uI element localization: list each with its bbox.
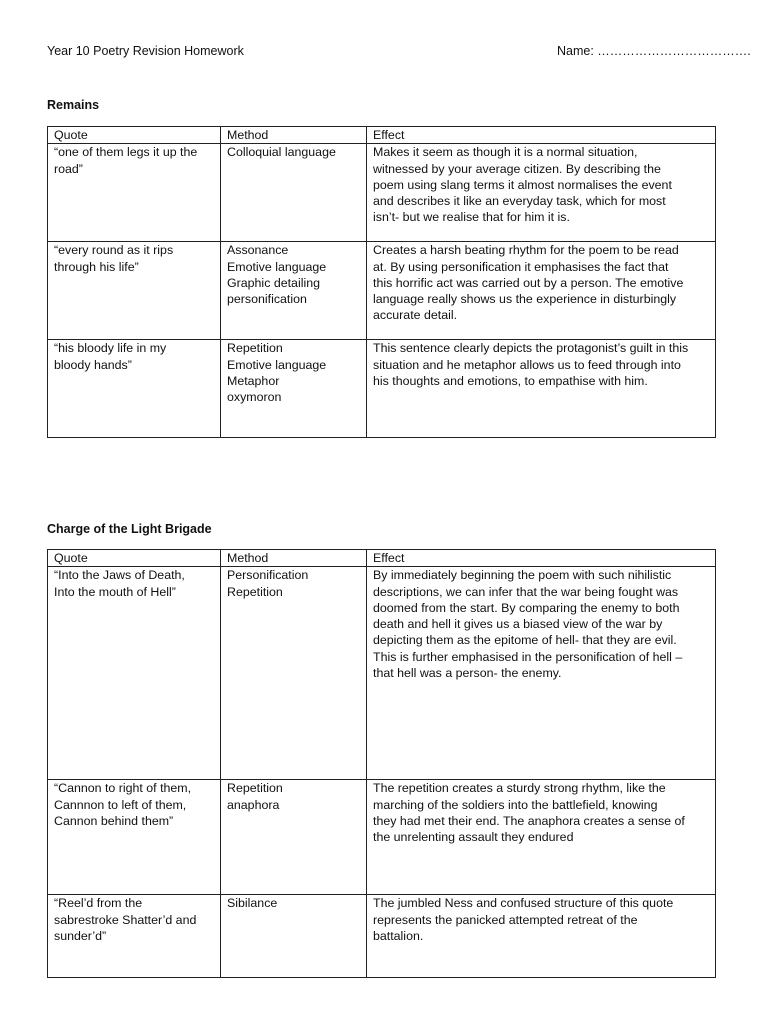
quote-cell xyxy=(48,242,221,340)
method-text-line: Repetition xyxy=(227,584,283,599)
quote-cell xyxy=(48,780,221,895)
method-text-line: Emotive language xyxy=(227,259,327,274)
effect-text-line: the unrelenting assault they endured xyxy=(373,830,574,845)
method-cell xyxy=(221,144,367,242)
quote-text-line: “every round as it rips xyxy=(54,243,174,258)
table-row xyxy=(48,242,716,340)
quote-text-line: sunder’d” xyxy=(54,928,107,943)
effect-column-header: Effect xyxy=(367,127,716,144)
method-column-header: Method xyxy=(221,127,367,144)
effect-text-line: This is further emphasised in the personification of hell – xyxy=(373,649,683,664)
quote-text-line: Into the mouth of Hell” xyxy=(54,584,176,599)
name-field: Name: ………………………………. xyxy=(557,44,751,58)
method-cell xyxy=(221,780,367,895)
quote-cell xyxy=(48,567,221,780)
effect-cell xyxy=(367,340,716,438)
effect-text-line: they had met their end. The anaphora creates a sense of xyxy=(373,813,685,828)
method-text-line: personification xyxy=(227,292,307,307)
quote-text-line: sabrestroke Shatter’d and xyxy=(54,912,197,927)
table-row xyxy=(48,895,716,978)
effect-cell xyxy=(367,144,716,242)
effect-text-line: The jumbled Ness and confused structure of this quote xyxy=(373,896,674,911)
effect-text-line: marching of the soldiers into the battlefield, knowing xyxy=(373,797,658,812)
method-text-line: Graphic detailing xyxy=(227,275,320,290)
effect-text-line: and describes it like an everyday task, which for most xyxy=(373,194,666,209)
effect-text-line: This sentence clearly depicts the protagonist’s guilt in this xyxy=(373,341,689,356)
effect-text-line: isn’t- but we realise that for him it is. xyxy=(373,210,570,225)
effect-text-line: at. By using personification it emphasises the fact that xyxy=(373,259,669,274)
table-row xyxy=(48,340,716,438)
effect-text-line: that hell was a person- the enemy. xyxy=(373,666,562,681)
remains-table xyxy=(47,126,716,438)
method-text-line: Metaphor xyxy=(227,373,280,388)
quote-text-line: “Reel’d from the xyxy=(54,896,143,911)
method-text-line: Sibilance xyxy=(227,896,278,911)
method-cell xyxy=(221,567,367,780)
quote-column-header: Quote xyxy=(48,127,221,144)
effect-text-line: battalion. xyxy=(373,928,424,943)
quote-cell xyxy=(48,144,221,242)
method-text-line: anaphora xyxy=(227,797,280,812)
effect-text-line: Makes it seem as though it is a normal situation, xyxy=(373,145,638,160)
charge-table xyxy=(47,549,716,978)
effect-text-line: accurate detail. xyxy=(373,308,458,323)
effect-text-line: witnessed by your average citizen. By describing the xyxy=(373,161,661,176)
effect-column-header: Effect xyxy=(367,550,716,567)
effect-text-line: represents the panicked attempted retreat of the xyxy=(373,912,638,927)
quote-text-line: bloody hands” xyxy=(54,357,132,372)
quote-cell xyxy=(48,895,221,978)
method-text-line: Assonance xyxy=(227,243,289,258)
quote-text-line: “one of them legs it up the xyxy=(54,145,198,160)
effect-text-line: language really shows us the experience in disturbingly xyxy=(373,292,677,307)
effect-text-line: descriptions, we can infer that the war being fought was xyxy=(373,584,679,599)
quote-text-line: Cannon behind them” xyxy=(54,813,174,828)
effect-text-line: his thoughts and emotions, to empathise with him. xyxy=(373,373,648,388)
method-text-line: Repetition xyxy=(227,341,283,356)
quote-text-line: “his bloody life in my xyxy=(54,341,167,356)
effect-text-line: this horrific act was carried out by a person. The emotive xyxy=(373,275,684,290)
effect-text-line: death and hell it gives us a biased view of the war by xyxy=(373,617,663,632)
table-row xyxy=(48,144,716,242)
table-row xyxy=(48,567,716,780)
effect-cell xyxy=(367,567,716,780)
quote-text-line: road” xyxy=(54,161,83,176)
method-text-line: oxymoron xyxy=(227,390,282,405)
method-cell xyxy=(221,242,367,340)
quote-cell xyxy=(48,340,221,438)
effect-text-line: depicting them as the epitome of hell- that they are evil. xyxy=(373,633,677,648)
effect-text-line: By immediately beginning the poem with such nihilistic xyxy=(373,568,672,583)
effect-cell xyxy=(367,780,716,895)
effect-text-line: poem using slang terms it almost normalises the event xyxy=(373,177,672,192)
quote-text-line: “Into the Jaws of Death, xyxy=(54,568,185,583)
table-header-row xyxy=(48,550,716,567)
quote-text-line: Cannnon to left of them, xyxy=(54,797,187,812)
method-text-line: Colloquial language xyxy=(227,145,336,160)
effect-text-line: The repetition creates a sturdy strong rhythm, like the xyxy=(373,781,666,796)
effect-cell xyxy=(367,895,716,978)
effect-text-line: doomed from the start. By comparing the enemy to both xyxy=(373,600,680,615)
method-cell xyxy=(221,340,367,438)
table-header-row xyxy=(48,127,716,144)
method-text-line: Repetition xyxy=(227,781,283,796)
method-cell xyxy=(221,895,367,978)
quote-text-line: “Cannon to right of them, xyxy=(54,781,192,796)
quote-column-header: Quote xyxy=(48,550,221,567)
effect-cell xyxy=(367,242,716,340)
method-text-line: Emotive language xyxy=(227,357,327,372)
effect-text-line: situation and he metaphor allows us to feed through into xyxy=(373,357,681,372)
table-row xyxy=(48,780,716,895)
document-title: Year 10 Poetry Revision Homework xyxy=(47,44,244,58)
method-column-header: Method xyxy=(221,550,367,567)
effect-text-line: Creates a harsh beating rhythm for the poem to be read xyxy=(373,243,679,258)
section-title-charge-of-the-light-brigade: Charge of the Light Brigade xyxy=(47,522,212,536)
section-title-remains: Remains xyxy=(47,98,100,112)
quote-text-line: through his life” xyxy=(54,259,139,274)
method-text-line: Personification xyxy=(227,568,309,583)
